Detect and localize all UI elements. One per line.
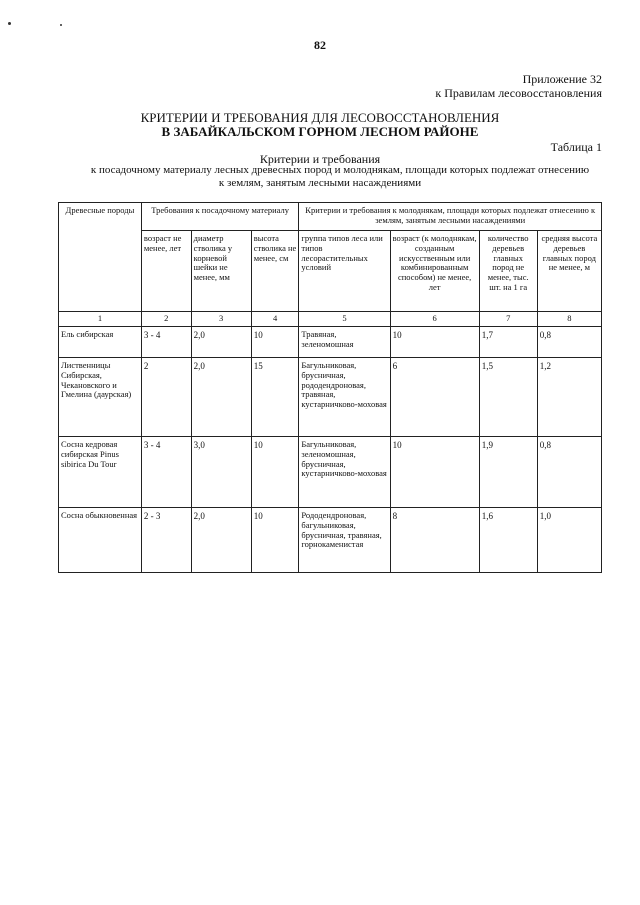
cell-diameter: 2,0 — [191, 508, 251, 573]
cell-young-age: 10 — [390, 437, 479, 508]
cell-age: 3 - 4 — [141, 437, 191, 508]
subheader-forest-type: группа типов леса или типов лесорастительных условий — [299, 231, 390, 312]
cell-tree-count: 1,9 — [479, 437, 537, 508]
table-row — [59, 358, 602, 437]
table-caption: Критерии и требования — [259, 152, 381, 166]
cell-avg-height: 1,2 — [537, 358, 601, 437]
cell-forest-type: Травяная, зеленомошная — [299, 327, 390, 358]
cell-age: 2 - 3 — [141, 508, 191, 573]
cell-tree-count: 1,7 — [479, 327, 537, 358]
cell-forest-type: Рододендроновая, багульниковая, брусничная, травяная, горнокаменистая — [299, 508, 390, 573]
cell-avg-height: 0,8 — [537, 437, 601, 508]
column-number: 4 — [251, 312, 299, 327]
column-number: 1 — [59, 312, 142, 327]
appendix-reference: к Правилам лесовосстановления — [435, 86, 602, 100]
cell-species: Сосна кедровая сибирская Pinus sibirica Du Tour — [59, 437, 142, 508]
column-number: 7 — [479, 312, 537, 327]
cell-diameter: 2,0 — [191, 327, 251, 358]
table-row — [59, 437, 602, 508]
table-row — [59, 327, 602, 358]
column-number: 2 — [141, 312, 191, 327]
header-species: Древесные породы — [59, 203, 142, 312]
column-number: 6 — [390, 312, 479, 327]
cell-forest-type: Багульниковая, зеленомошная, брусничная, кустарничково-моховая — [299, 437, 390, 508]
cell-diameter: 3,0 — [191, 437, 251, 508]
document-title: КРИТЕРИИ И ТРЕБОВАНИЯ ДЛЯ ЛЕСОВОССТАНОВЛЕНИЯ — [140, 110, 500, 125]
scan-speck — [8, 22, 11, 25]
table-label: Таблица 1 — [550, 140, 602, 154]
subheader-diameter: диаметр стволика у корневой шейки не менее, мм — [191, 231, 251, 312]
scan-speck — [60, 24, 62, 26]
cell-height: 15 — [251, 358, 299, 437]
cell-height: 10 — [251, 508, 299, 573]
cell-avg-height: 0,8 — [537, 327, 601, 358]
column-number: 3 — [191, 312, 251, 327]
appendix-label: Приложение 32 — [522, 72, 602, 86]
cell-species: Сосна обыкновенная — [59, 508, 142, 573]
subheader-young-age: возраст (к молоднякам, созданным искусственным или комбинированным способом) не менее, лет — [390, 231, 479, 312]
criteria-table — [58, 202, 602, 573]
cell-young-age: 6 — [390, 358, 479, 437]
subheader-avg-height: средняя высота деревьев главных пород не менее, м — [537, 231, 601, 312]
cell-tree-count: 1,5 — [479, 358, 537, 437]
column-number: 8 — [537, 312, 601, 327]
table-row — [59, 508, 602, 573]
cell-species: Лиственницы Сибирская, Чекановского и Гмелина (даурская) — [59, 358, 142, 437]
document-title-region: В ЗАБАЙКАЛЬСКОМ ГОРНОМ ЛЕСНОМ РАЙОНЕ — [161, 124, 479, 139]
cell-young-age: 10 — [390, 327, 479, 358]
cell-height: 10 — [251, 437, 299, 508]
header-planting-material: Требования к посадочному материалу — [141, 203, 299, 231]
cell-tree-count: 1,6 — [479, 508, 537, 573]
table-caption-detail: к посадочному материалу лесных древесных пород и молоднякам, площади которых подлежат отнесению — [90, 164, 590, 176]
cell-age: 2 — [141, 358, 191, 437]
cell-height: 10 — [251, 327, 299, 358]
header-young-stands: Критерии и требования к молоднякам, площади которых подлежат отнесению к землям, занятым лесными насаждениями — [299, 203, 602, 231]
cell-age: 3 - 4 — [141, 327, 191, 358]
cell-young-age: 8 — [390, 508, 479, 573]
subheader-height: высота стволика не менее, см — [251, 231, 299, 312]
cell-forest-type: Багульниковая, брусничная, рододендроновая, травяная, кустарничково-моховая — [299, 358, 390, 437]
page-number: 82 — [314, 38, 326, 52]
cell-avg-height: 1,0 — [537, 508, 601, 573]
table-caption-detail-end: к землям, занятым лесными насаждениями — [218, 177, 422, 189]
subheader-age: возраст не менее, лет — [141, 231, 191, 312]
subheader-tree-count: количество деревьев главных пород не менее, тыс. шт. на 1 га — [479, 231, 537, 312]
column-number: 5 — [299, 312, 390, 327]
cell-diameter: 2,0 — [191, 358, 251, 437]
cell-species: Ель сибирская — [59, 327, 142, 358]
